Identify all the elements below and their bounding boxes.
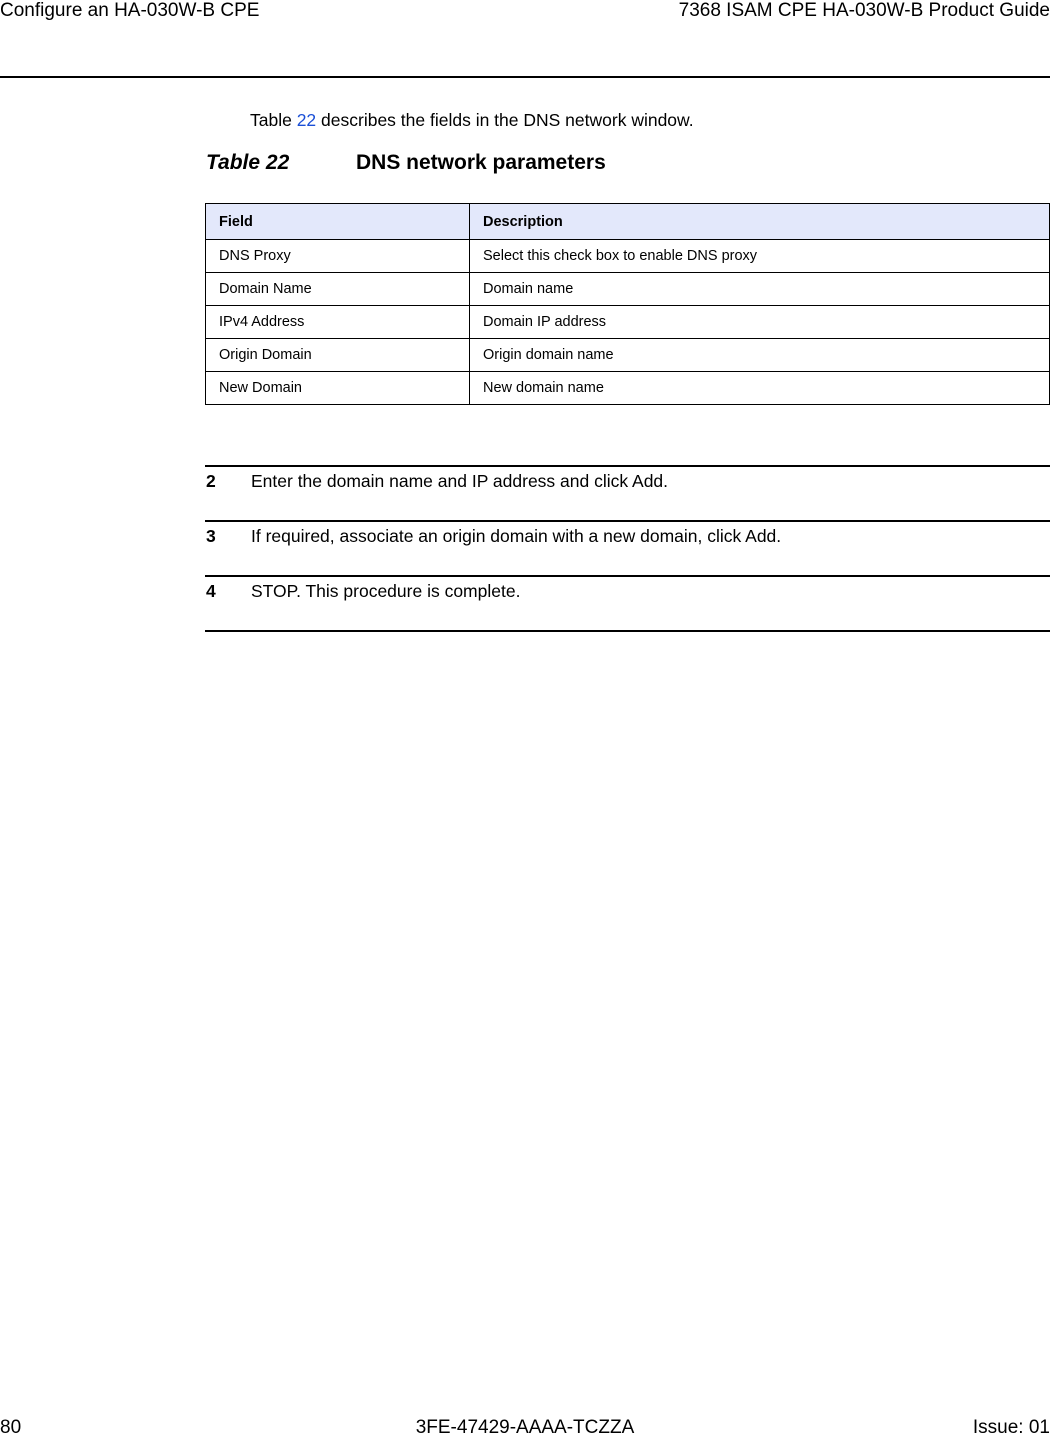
description-cell: Domain name xyxy=(470,273,1050,306)
step-text: Enter the domain name and IP address and click Add. xyxy=(251,471,669,491)
step-number: 2 xyxy=(206,471,216,491)
table-reference-link[interactable]: 22 xyxy=(296,110,317,130)
table-title: DNS network parameters xyxy=(356,151,606,174)
procedure-step xyxy=(206,470,668,492)
table-row xyxy=(206,306,1050,339)
intro-suffix: describes the fields in the DNS network window. xyxy=(316,110,694,130)
field-cell: Domain Name xyxy=(206,273,470,306)
description-cell: Origin domain name xyxy=(470,339,1050,372)
table-row xyxy=(206,372,1050,405)
step-text: STOP. This procedure is complete. xyxy=(251,581,521,601)
step-divider xyxy=(205,575,1050,577)
procedure-step xyxy=(206,525,781,547)
issue-label: Issue: 01 xyxy=(972,1417,1050,1438)
table-row xyxy=(206,339,1050,372)
table-caption xyxy=(206,150,606,176)
table-header-row xyxy=(206,204,1050,240)
document-id: 3FE-47429-AAAA-TCZZA xyxy=(415,1417,635,1438)
table-number: Table 22 xyxy=(206,151,290,174)
page-number: 80 xyxy=(0,1417,22,1438)
step-number: 4 xyxy=(206,581,216,601)
step-divider xyxy=(205,630,1050,632)
header-rule xyxy=(0,76,1050,78)
description-cell: Domain IP address xyxy=(470,306,1050,339)
running-header-right: 7368 ISAM CPE HA-030W-B Product Guide xyxy=(678,0,1050,21)
dns-parameters-table xyxy=(205,203,1050,405)
procedure-step xyxy=(206,580,520,602)
step-text: If required, associate an origin domain with a new domain, click Add. xyxy=(251,526,782,546)
column-header-field: Field xyxy=(206,204,470,240)
description-cell: Select this check box to enable DNS proxy xyxy=(470,240,1050,273)
step-divider xyxy=(205,520,1050,522)
column-header-description: Description xyxy=(470,204,1050,240)
intro-paragraph xyxy=(250,109,694,131)
field-cell: DNS Proxy xyxy=(206,240,470,273)
field-cell: New Domain xyxy=(206,372,470,405)
step-divider xyxy=(205,465,1050,467)
intro-prefix: Table xyxy=(250,110,297,130)
field-cell: Origin Domain xyxy=(206,339,470,372)
running-header-left: Configure an HA-030W-B CPE xyxy=(0,0,260,21)
step-number: 3 xyxy=(206,526,216,546)
table-row xyxy=(206,273,1050,306)
table-row xyxy=(206,240,1050,273)
description-cell: New domain name xyxy=(470,372,1050,405)
field-cell: IPv4 Address xyxy=(206,306,470,339)
